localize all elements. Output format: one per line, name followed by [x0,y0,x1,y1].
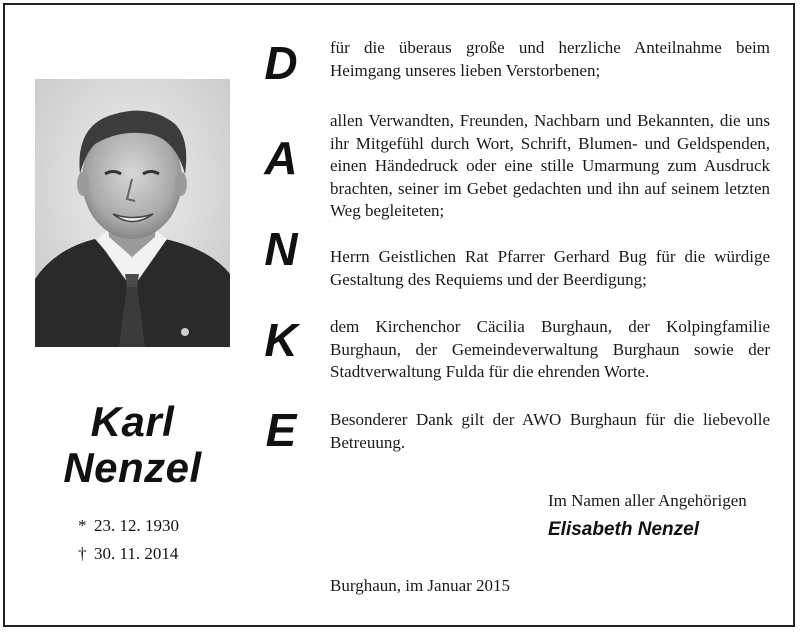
birth-date-text: 23. 12. 1930 [94,516,179,535]
paragraph-verwandten: allen Verwandten, Freunden, Nachbarn und Bekannten, die uns ihr Mitgefühl durch Wort, Schrift, Blumen- und Geldspenden, einen Händedruck oder eine stille Umarmung zum Ausdruck brachten, seiner im Gebet gedachten und ihn auf seinem letzten Weg begleiteten; [330,111,770,220]
danke-letter-n: N [264,223,298,275]
paragraph-vereine: dem Kirchenchor Cäcilia Burghaun, der Kolpingfamilie Burghaun, der Gemeindeverwaltung Burghaun sowie der Stadtverwaltung Fulda für die ehrenden Worte. [330,317,770,381]
place-and-date: Burghaun, im Januar 2015 [330,576,511,595]
danke-letter-k: K [264,314,298,366]
signature-name: Elisabeth Nenzel [548,519,699,540]
paragraph-pfarrer: Herrn Geistlichen Rat Pfarrer Gerhard Bug für die würdige Gestaltung des Requiems und der Beerdigung; [330,247,770,289]
death-date-text: 30. 11. 2014 [94,544,179,563]
portrait-photo [35,79,230,347]
first-name: Karl [90,398,175,445]
danke-letter-e: E [265,404,297,456]
death-date [78,544,178,564]
paragraph-awo: Besonderer Dank gilt der AWO Burghaun für die liebevolle Betreuung. [330,410,770,452]
signature-intro: Im Namen aller Angehörigen [548,491,747,510]
last-name: Nenzel [63,444,202,491]
death-symbol: † [78,544,87,563]
birth-symbol: * [78,516,87,535]
paragraph-anteilnahme: für die überaus große und herzliche Anteilnahme beim Heimgang unseres lieben Verstorbenen; [330,38,770,80]
danke-letter-a: A [264,132,298,184]
danke-letter-d: D [264,37,298,89]
birth-date [78,516,179,536]
